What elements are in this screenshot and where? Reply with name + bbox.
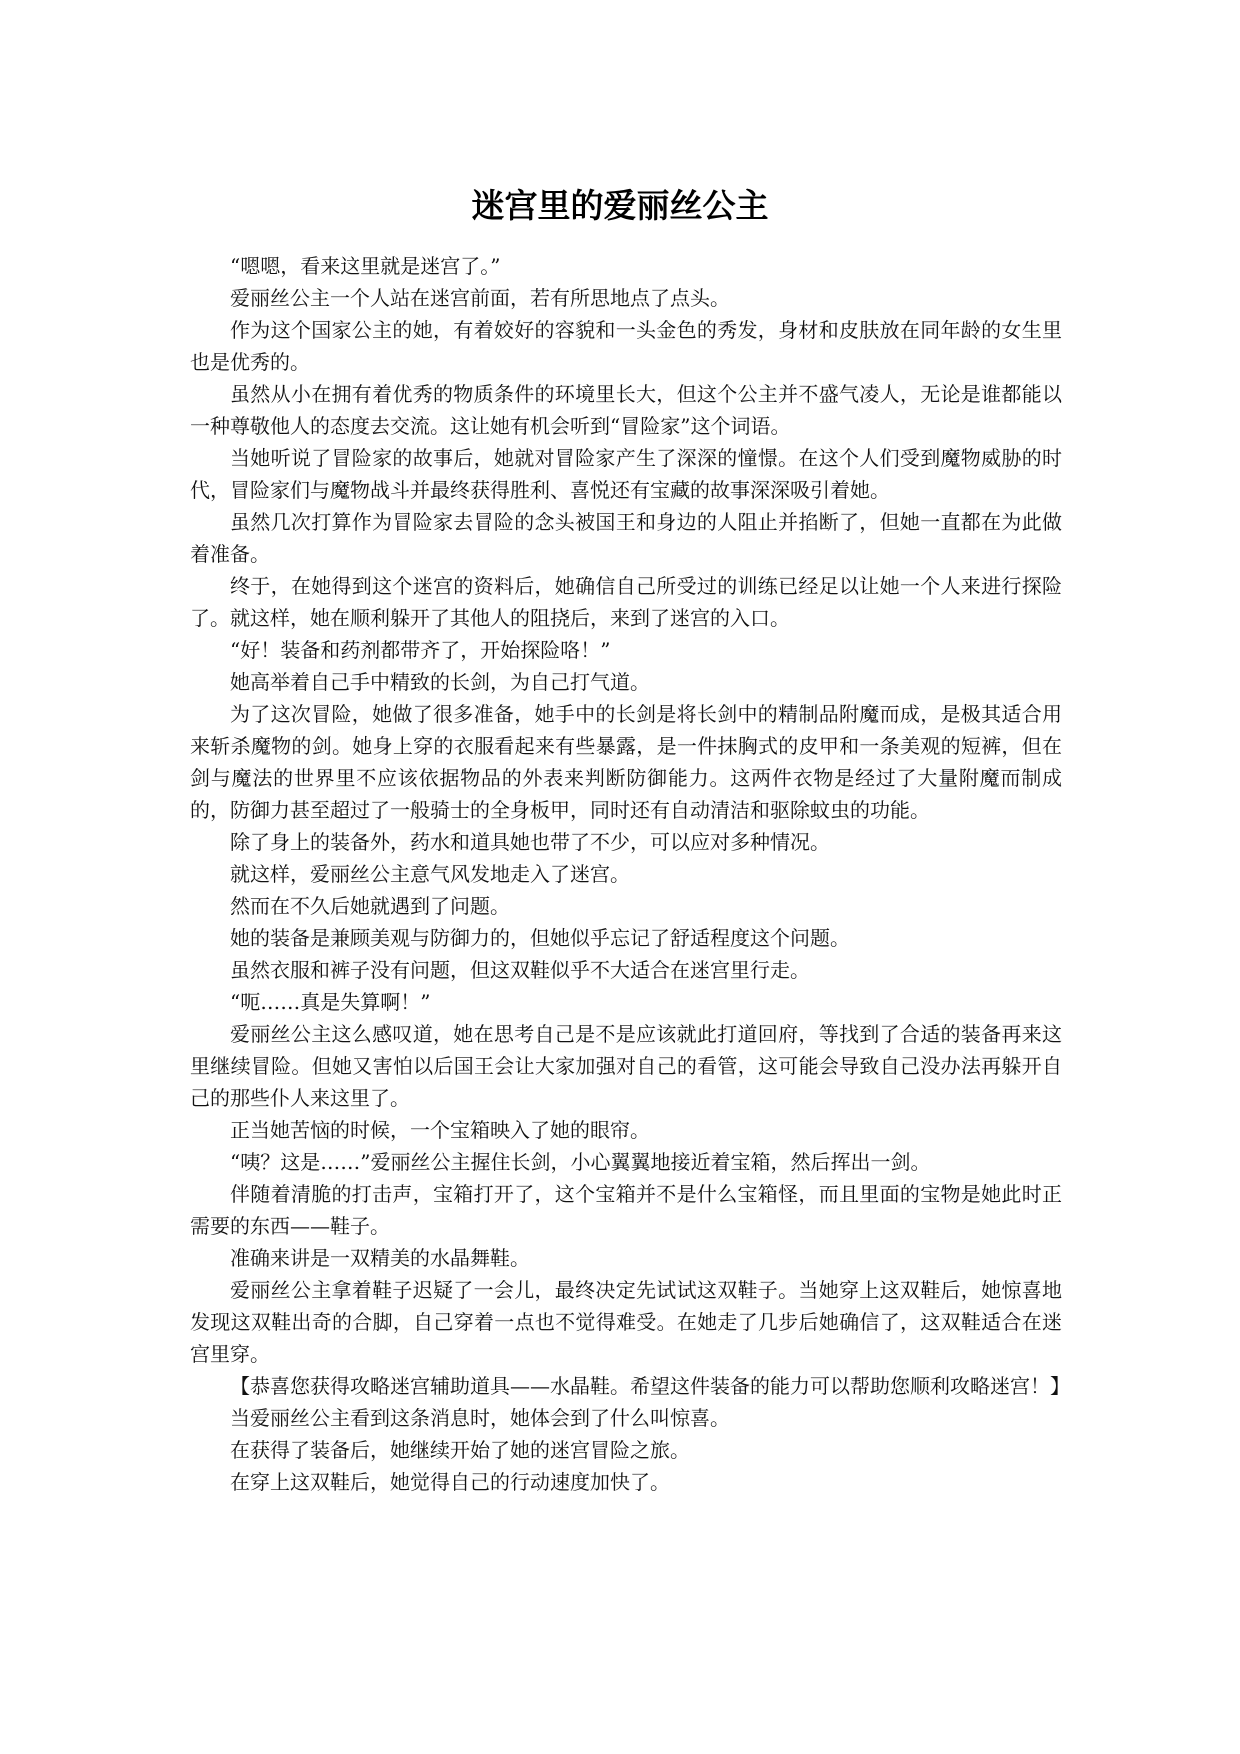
- paragraph: 虽然衣服和裤子没有问题，但这双鞋似乎不大适合在迷宫里行走。: [230, 958, 810, 982]
- paragraph: 为了这次冒险，她做了很多准备，她手中的长剑是将长剑中的精制品附魔而成，是极其适合用来斩杀魔物的剑。她身上穿的衣服看起来有些暴露，是一件抹胸式的皮甲和一条美观的短裤，但在剑与魔法的世界里不应该依据物品的外表来判断防御能力。这两件衣物是经过了大量附魔而制成的，防御力甚至超过了一般骑士的全身板甲，同时还有自动清洁和驱除蚊虫的功能。: [190, 702, 1062, 822]
- paragraph: 【恭喜您获得攻略迷宫辅助道具——水晶鞋。希望这件装备的能力可以帮助您顺利攻略迷宫！】: [230, 1374, 1070, 1398]
- paragraph: 就这样，爱丽丝公主意气风发地走入了迷宫。: [230, 862, 630, 886]
- paragraph: 当她听说了冒险家的故事后，她就对冒险家产生了深深的憧憬。在这个人们受到魔物威胁的时代，冒险家们与魔物战斗并最终获得胜利、喜悦还有宝藏的故事深深吸引着她。: [190, 446, 1062, 502]
- paragraph: “咦？这是……”爱丽丝公主握住长剑，小心翼翼地接近着宝箱，然后挥出一剑。: [230, 1150, 931, 1174]
- paragraph: 作为这个国家公主的她，有着姣好的容貌和一头金色的秀发，身材和皮肤放在同年龄的女生里也是优秀的。: [190, 318, 1062, 374]
- paragraph: 正当她苦恼的时候，一个宝箱映入了她的眼帘。: [230, 1118, 650, 1142]
- paragraph: 虽然几次打算作为冒险家去冒险的念头被国王和身边的人阻止并掐断了，但她一直都在为此做着准备。: [190, 510, 1062, 566]
- page-title: 迷宫里的爱丽丝公主: [471, 186, 769, 225]
- paragraph: 终于，在她得到这个迷宫的资料后，她确信自己所受过的训练已经足以让她一个人来进行探险了。就这样，她在顺利躲开了其他人的阻挠后，来到了迷宫的入口。: [190, 574, 1062, 630]
- paragraph: “嗯嗯，看来这里就是迷宫了。”: [230, 254, 501, 278]
- story-body: [190, 250, 1070, 1498]
- paragraph: 伴随着清脆的打击声，宝箱打开了，这个宝箱并不是什么宝箱怪，而且里面的宝物是她此时正需要的东西——鞋子。: [190, 1182, 1062, 1238]
- paragraph: 她高举着自己手中精致的长剑，为自己打气道。: [230, 670, 650, 694]
- paragraph: 在穿上这双鞋后，她觉得自己的行动速度加快了。: [230, 1470, 670, 1494]
- paragraph: 除了身上的装备外，药水和道具她也带了不少，可以应对多种情况。: [230, 830, 830, 854]
- paragraph: 爱丽丝公主一个人站在迷宫前面，若有所思地点了点头。: [230, 286, 730, 310]
- paragraph: 爱丽丝公主这么感叹道，她在思考自己是不是应该就此打道回府，等找到了合适的装备再来这里继续冒险。但她又害怕以后国王会让大家加强对自己的看管，这可能会导致自己没办法再躲开自己的那些仆人来这里了。: [190, 1022, 1062, 1110]
- paragraph: 她的装备是兼顾美观与防御力的，但她似乎忘记了舒适程度这个问题。: [230, 926, 850, 950]
- paragraph: 在获得了装备后，她继续开始了她的迷宫冒险之旅。: [230, 1438, 690, 1462]
- paragraph: “好！装备和药剂都带齐了，开始探险咯！”: [230, 638, 611, 662]
- paragraph: 当爱丽丝公主看到这条消息时，她体会到了什么叫惊喜。: [230, 1406, 730, 1430]
- paragraph: 虽然从小在拥有着优秀的物质条件的环境里长大，但这个公主并不盛气凌人，无论是谁都能以一种尊敬他人的态度去交流。这让她有机会听到“冒险家”这个词语。: [190, 382, 1062, 438]
- paragraph: 准确来讲是一双精美的水晶舞鞋。: [230, 1246, 530, 1270]
- paragraph: 然而在不久后她就遇到了问题。: [230, 894, 510, 918]
- paragraph: 爱丽丝公主拿着鞋子迟疑了一会儿，最终决定先试试这双鞋子。当她穿上这双鞋后，她惊喜地发现这双鞋出奇的合脚，自己穿着一点也不觉得难受。在她走了几步后她确信了，这双鞋适合在迷宫里穿。: [190, 1278, 1062, 1366]
- paragraph: “呃……真是失算啊！”: [230, 990, 431, 1014]
